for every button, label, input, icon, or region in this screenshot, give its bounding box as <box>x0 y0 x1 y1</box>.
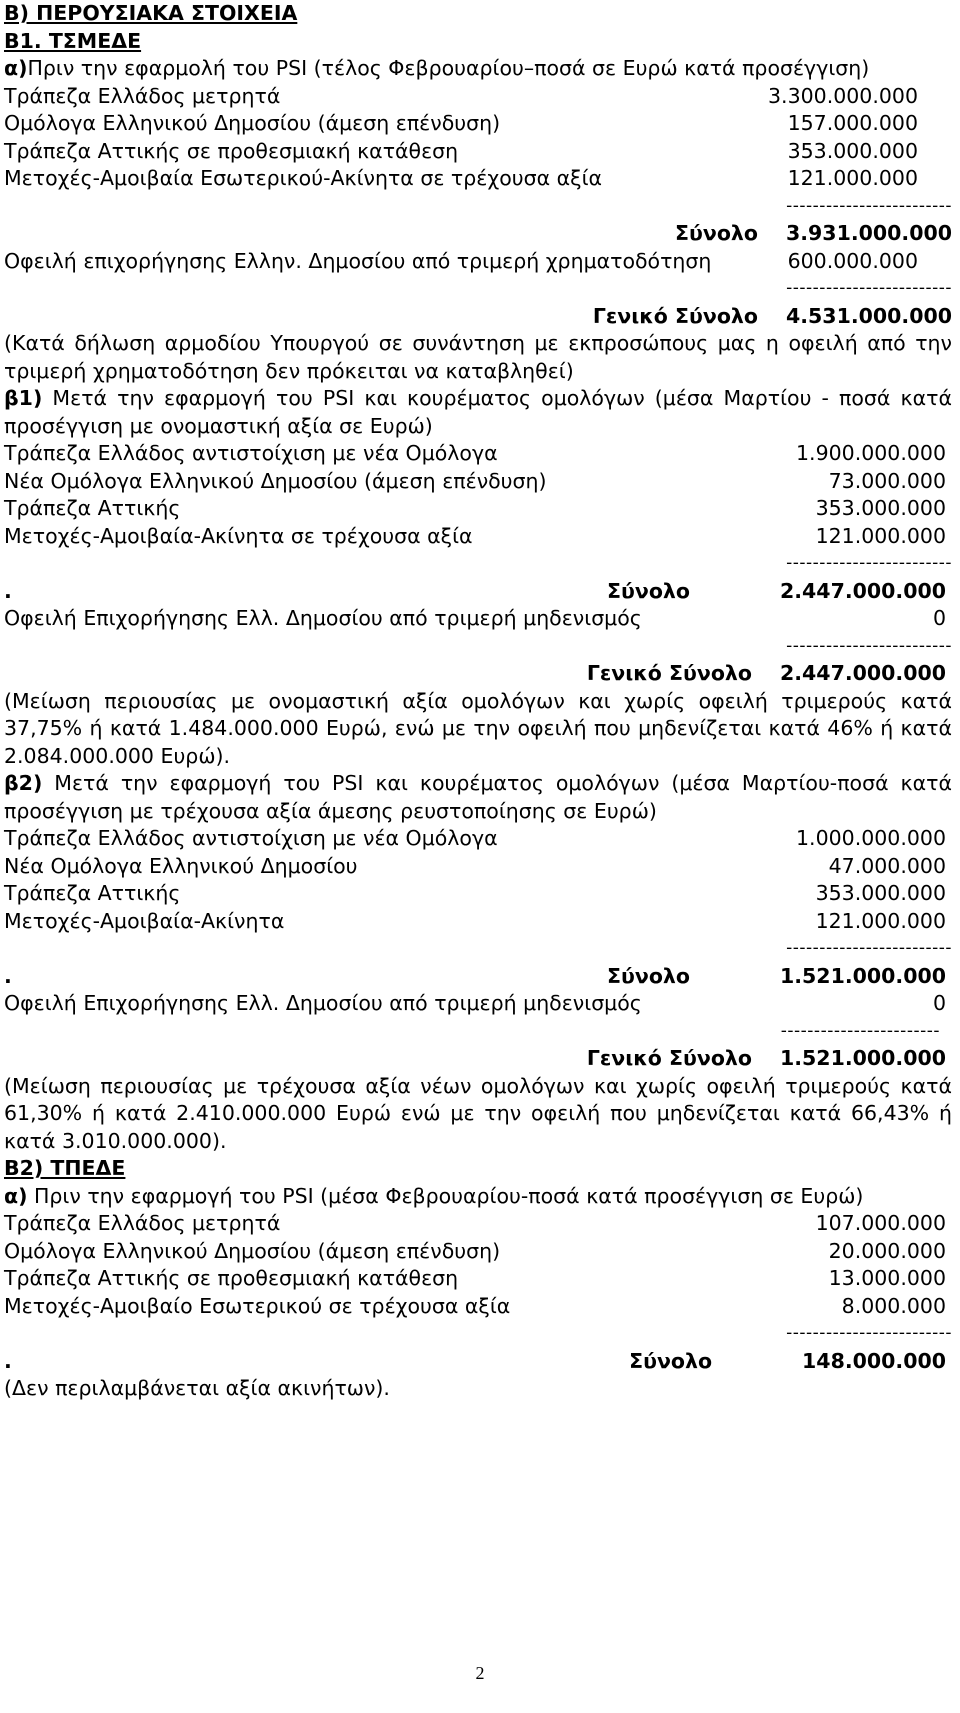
subtotal-label: Σύνολο <box>629 1348 713 1373</box>
grand-total-label: Γενικό Σύνολο <box>592 303 758 328</box>
list-item <box>4 110 952 138</box>
grant-value: 0 <box>932 991 946 1015</box>
item-value: 353.000.000 <box>787 138 918 163</box>
grand-total-label: Γενικό Σύνολο <box>586 1046 752 1070</box>
item-value: 13.000.000 <box>828 1266 946 1290</box>
section-title: B) ΠΕΡΟΥΣΙΑΚΑ ΣΤΟΙΧΕΙΑ <box>4 1 298 25</box>
subtotal-label: Σύνολο <box>675 221 758 245</box>
separator-dashes: ------------------------- <box>786 278 952 298</box>
list-item <box>4 440 952 468</box>
note-paragraph: (Δεν περιλαμβάνεται αξία ακινήτων). <box>4 1376 390 1400</box>
item-label: Μετοχές-Αμοιβαία-Ακίνητα <box>4 908 285 933</box>
list-item <box>4 468 952 496</box>
list-item <box>4 495 952 523</box>
grant-label: Οφειλή Επιχορήγησης Ελλ. Δημοσίου από τριμερή μηδενισμός <box>4 991 642 1015</box>
item-label: Νέα Ομόλογα Ελληνικού Δημοσίου (άμεση επένδυση) <box>4 468 547 493</box>
intro-a <box>4 1183 952 1211</box>
item-label: Νέα Ομόλογα Ελληνικού Δημοσίου <box>4 853 358 878</box>
item-value: 107.000.000 <box>815 1211 946 1235</box>
intro-a-text: Πριν την εφαρμογή του PSI (μέσα Φεβρουαρίου-ποσά κατά προσέγγιση σε Ευρώ) <box>33 1183 864 1208</box>
intro-a-label: α) <box>4 1183 28 1208</box>
item-label: Ομόλογα Ελληνικού Δημοσίου (άμεση επένδυση) <box>4 111 501 135</box>
item-value: 8.000.000 <box>841 1293 946 1318</box>
separator-dashes: ------------------------- <box>786 195 952 216</box>
subtotal-value: 3.931.000.000 <box>785 221 952 245</box>
list-item <box>4 1265 952 1293</box>
intro-a <box>4 55 952 83</box>
item-label: Τράπεζα Αττικής σε προθεσμιακή κατάθεση <box>4 138 459 163</box>
grant-value: 0 <box>932 606 946 630</box>
grant-label: Οφειλή επιχορήγησης Ελλην. Δημοσίου από τριμερή χρηματοδότηση <box>4 248 712 273</box>
note-paragraph: (Κατά δήλωση αρμοδίου Υπουργού σε συνάντηση με εκπροσώπους μας η οφειλή από την τριμερή χρηματοδότηση δεν πρόκειται να καταβληθεί) <box>4 331 952 383</box>
subtotal-row <box>4 1348 952 1376</box>
grant-label: Οφειλή Επιχορήγησης Ελλ. Δημοσίου από τριμερή μηδενισμός <box>4 606 642 630</box>
subtotal-label: Σύνολο <box>607 963 690 988</box>
item-label: Τράπεζα Αττικής σε προθεσμιακή κατάθεση <box>4 1266 459 1290</box>
separator-dashes: ------------------------ <box>780 1020 940 1041</box>
list-item <box>4 825 952 853</box>
b1-label: β1) <box>4 386 43 410</box>
item-value: 47.000.000 <box>828 853 946 878</box>
subtotal-value: 1.521.000.000 <box>779 963 946 988</box>
item-label: Μετοχές-Αμοιβαίο Εσωτερικού σε τρέχουσα αξία <box>4 1293 511 1318</box>
dot-marker: . <box>4 1348 12 1373</box>
document-body <box>4 0 952 1403</box>
grand-total-value: 4.531.000.000 <box>785 303 952 328</box>
subtotal-value: 2.447.000.000 <box>779 578 946 603</box>
item-label: Τράπεζα Ελλάδος αντιστοίχιση με νέα Ομόλογα <box>4 441 498 465</box>
separator-dashes: ------------------------- <box>786 553 952 573</box>
item-value: 1.000.000.000 <box>796 826 946 850</box>
item-value: 20.000.000 <box>828 1238 946 1263</box>
intro-a-text: Πριν την εφαρμολή του PSI (τέλος Φεβρουαρίου–ποσά σε Ευρώ κατά προσέγγιση) <box>27 56 870 80</box>
subtotal-label: Σύνολο <box>607 578 690 603</box>
grand-total-label: Γενικό Σύνολο <box>586 661 752 685</box>
intro-a-label: α) <box>4 56 28 80</box>
b1-text: Μετά την εφαρμογή του PSI και κουρέματος ομολόγων (μέσα Μαρτίου - ποσά κατά προσέγγιση με ονομαστική αξία σε Ευρώ) <box>4 386 952 438</box>
item-value: 353.000.000 <box>815 881 946 905</box>
page-number: 2 <box>475 1663 485 1683</box>
note-paragraph: (Μείωση περιουσίας με ονομαστική αξία ομολόγων και χωρίς οφειλή τριμερούς κατά 37,75% ή κατά 1.484.000.000 Ευρώ, ενώ με την οφειλή που μηδενίζεται κατά 46% ή κατά 2.084.000.000 Ευρώ). <box>4 688 952 768</box>
grant-value: 600.000.000 <box>787 248 918 273</box>
item-value: 353.000.000 <box>815 496 946 520</box>
b1-paragraph <box>4 385 952 440</box>
item-value: 3.300.000.000 <box>768 83 918 108</box>
item-label: Τράπεζα Ελλάδος μετρητά <box>4 1211 281 1235</box>
subtotal-row <box>4 220 952 248</box>
grand-total-row <box>4 1045 952 1073</box>
list-item <box>4 1293 952 1321</box>
item-label: Τράπεζα Ελλάδος αντιστοίχιση με νέα Ομόλογα <box>4 826 498 850</box>
item-label: Τράπεζα Αττικής <box>4 881 181 905</box>
grant-row <box>4 605 952 633</box>
separator-dashes: ------------------------- <box>786 1323 952 1343</box>
b2-label: β2) <box>4 771 43 795</box>
list-item <box>4 165 952 193</box>
item-value: 73.000.000 <box>828 468 946 493</box>
grand-total-value: 2.447.000.000 <box>779 661 946 685</box>
separator-dashes: ------------------------- <box>786 938 952 958</box>
item-value: 121.000.000 <box>787 166 918 190</box>
dot-marker: . <box>4 578 12 603</box>
item-label: Ομόλογα Ελληνικού Δημοσίου (άμεση επένδυση) <box>4 1238 501 1263</box>
list-item <box>4 853 952 881</box>
separator-dashes: ------------------------- <box>786 635 952 656</box>
note-paragraph: (Μείωση περιουσίας με τρέχουσα αξία νέων ομολόγων και χωρίς οφειλή τριμερούς κατά 61,30% ή κατά 2.410.000.000 Ευρώ ενώ με την οφειλή που μηδενίζεται κατά 66,43% ή κατά 3.010.000.000). <box>4 1073 952 1153</box>
item-value: 157.000.000 <box>787 111 918 135</box>
grant-row <box>4 248 952 276</box>
list-item <box>4 880 952 908</box>
grand-total-row <box>4 660 952 688</box>
subtotal-row <box>4 963 952 991</box>
list-item <box>4 83 952 111</box>
subsection-title: B1. ΤΣΜΕΔΕ <box>4 28 142 53</box>
list-item <box>4 523 952 551</box>
subsection-title: B2) ΤΠΕΔΕ <box>4 1156 126 1180</box>
item-label: Τράπεζα Ελλάδος μετρητά <box>4 83 281 108</box>
subtotal-value: 148.000.000 <box>802 1348 946 1373</box>
item-label: Μετοχές-Αμοιβαία-Ακίνητα σε τρέχουσα αξία <box>4 523 473 548</box>
item-value: 121.000.000 <box>815 908 946 933</box>
item-label: Τράπεζα Αττικής <box>4 496 181 520</box>
item-value: 121.000.000 <box>815 523 946 548</box>
list-item <box>4 1238 952 1266</box>
list-item <box>4 908 952 936</box>
dot-marker: . <box>4 963 12 988</box>
grand-total-value: 1.521.000.000 <box>779 1046 946 1070</box>
grant-row <box>4 990 952 1018</box>
list-item <box>4 138 952 166</box>
b2-text: Μετά την εφαρμογή του PSI και κουρέματος ομολόγων (μέσα Μαρτίου-ποσά κατά προσέγγιση με τρέχουσα αξία άμεσης ρευστοποίησης σε Ευρώ) <box>4 771 952 823</box>
list-item <box>4 1210 952 1238</box>
grand-total-row <box>4 303 952 331</box>
subtotal-row <box>4 578 952 606</box>
item-label: Μετοχές-Αμοιβαία Εσωτερικού-Ακίνητα σε τρέχουσα αξία <box>4 166 603 190</box>
b2-paragraph <box>4 770 952 825</box>
item-value: 1.900.000.000 <box>796 441 946 465</box>
